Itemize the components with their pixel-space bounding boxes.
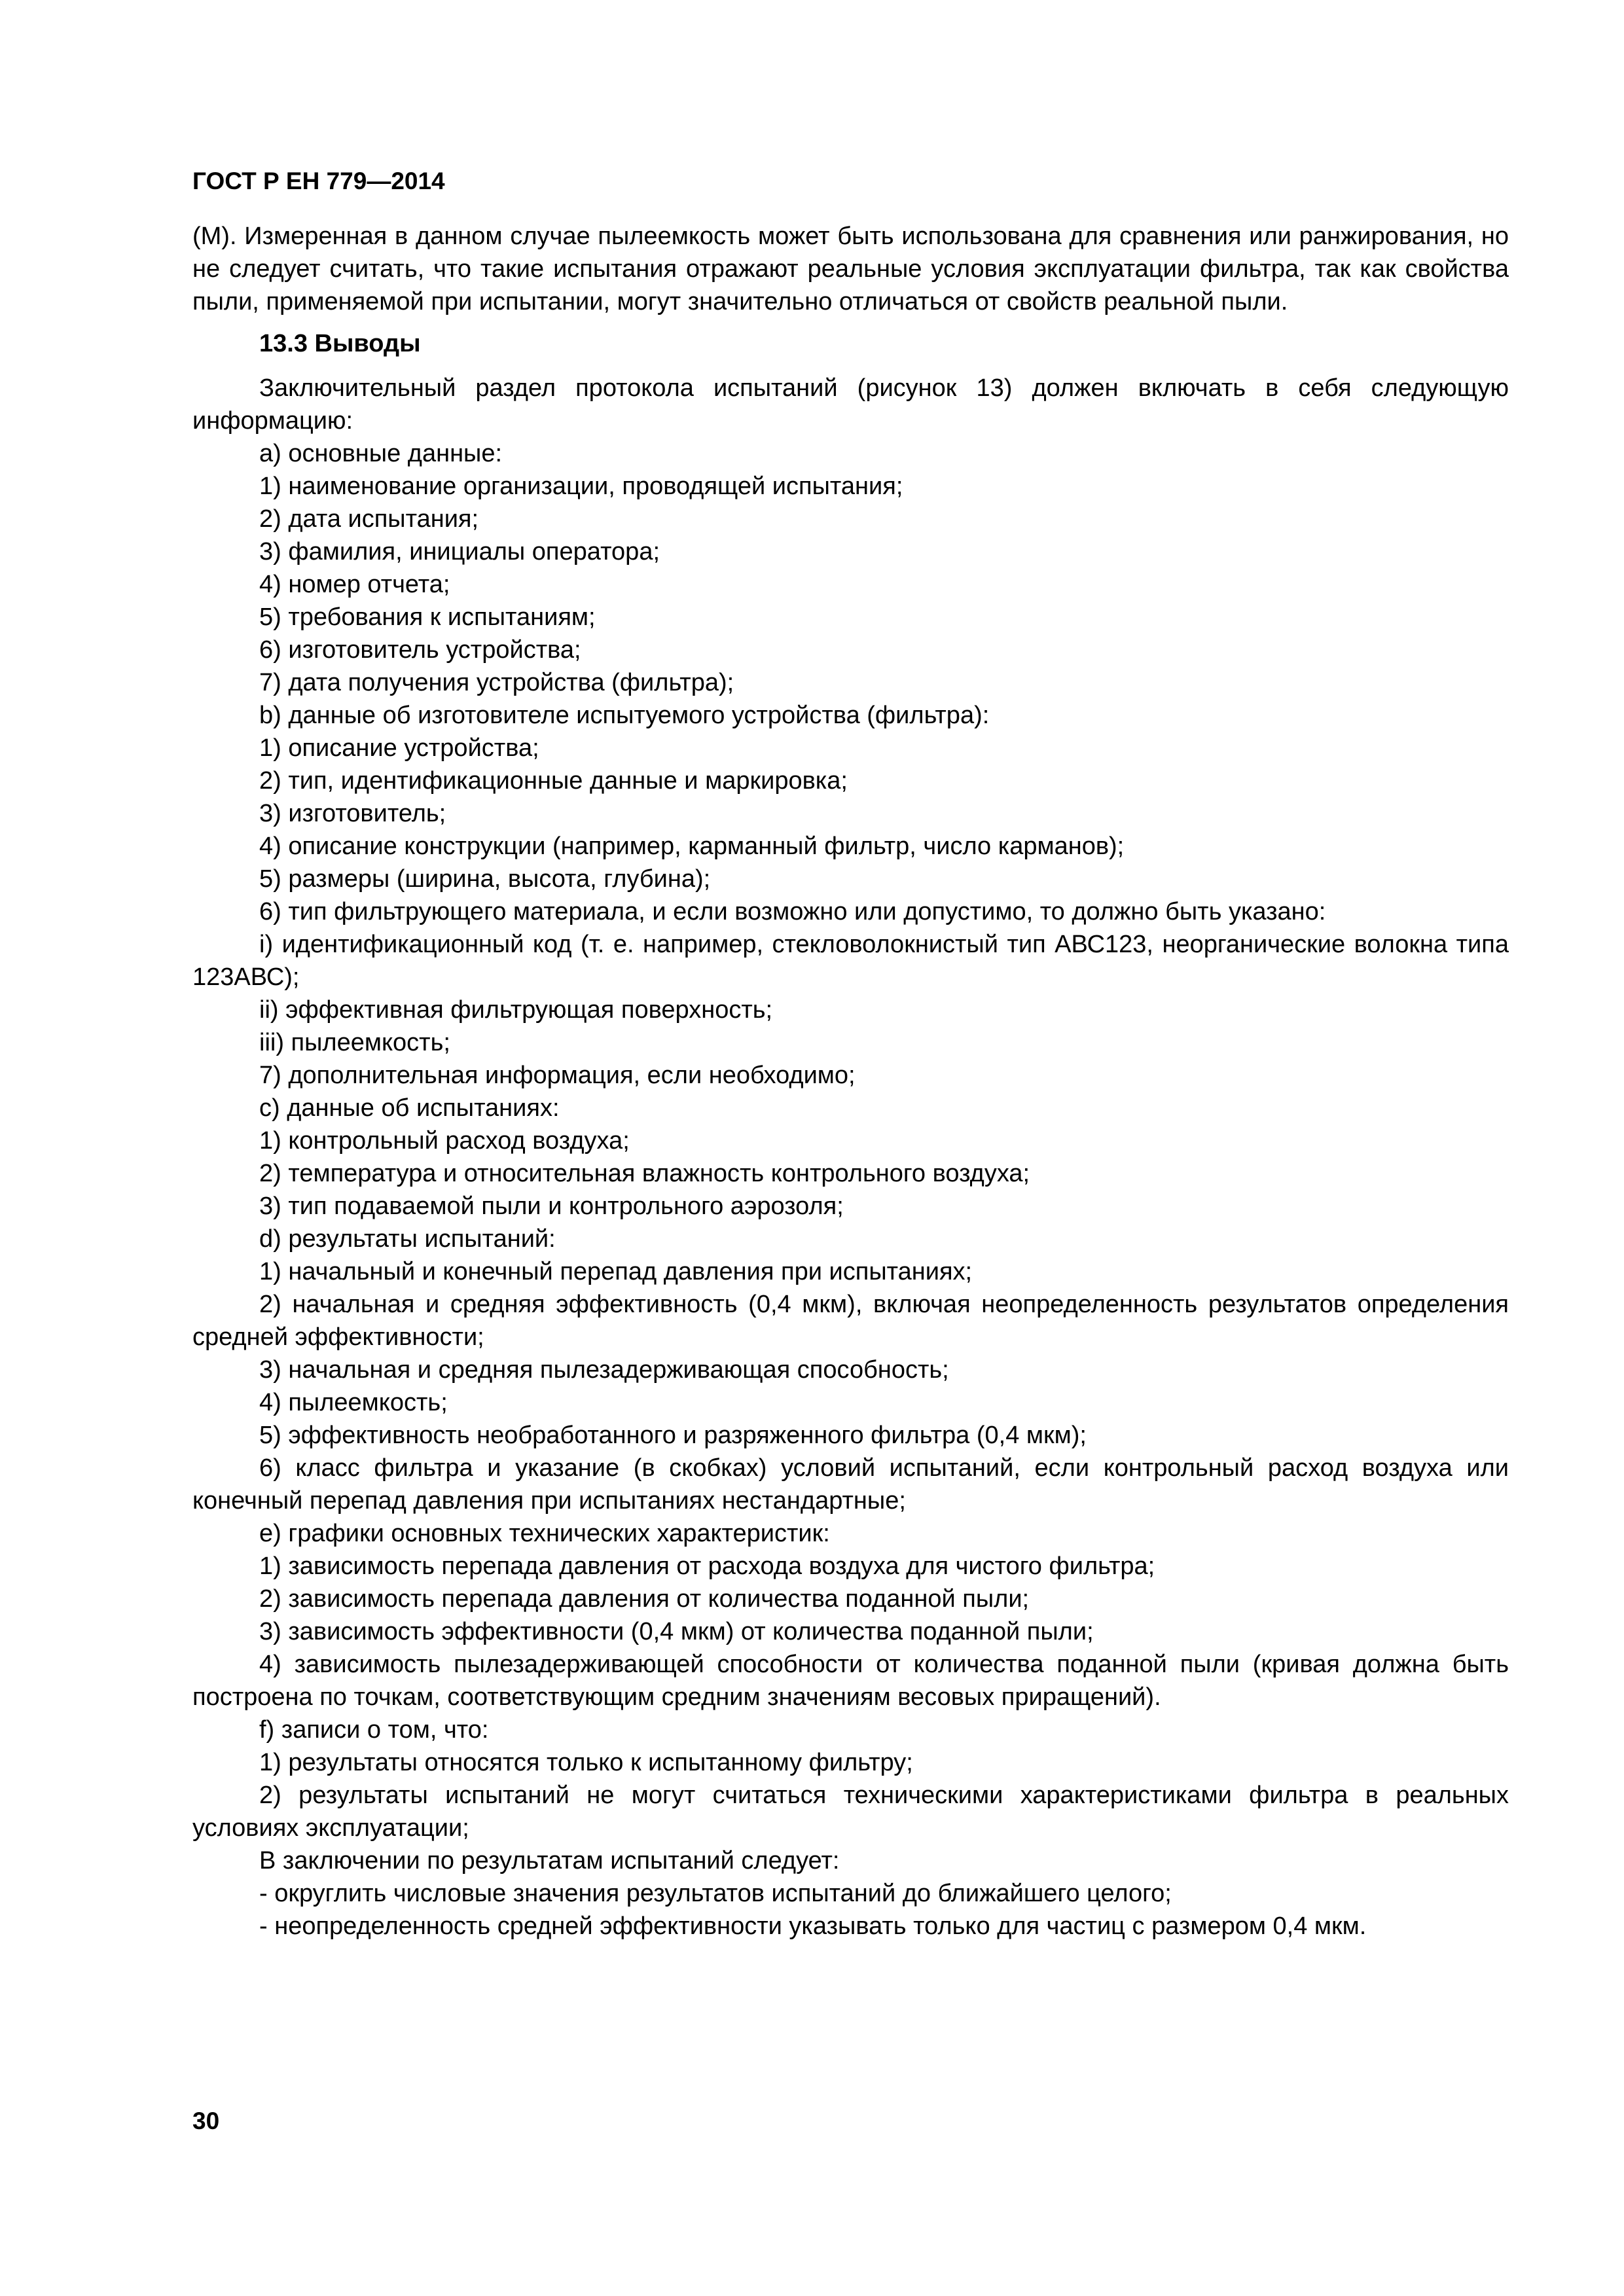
- list-item: а) основные данные:: [259, 440, 503, 467]
- list-item: i) идентификационный код (т. е. например, стекловолокнистый тип АВС123, неорганические волокна типа 123АВС);: [192, 931, 1509, 991]
- list-item: 4) зависимость пылезадерживающей способности от количества поданной пыли (кривая должна быть построена по точкам, соответствующим средним значениям весовых приращений).: [192, 1651, 1509, 1711]
- list-item: 2) тип, идентификационные данные и маркировка;: [259, 767, 848, 795]
- list-item: 3) фамилия, инициалы оператора;: [259, 538, 660, 565]
- list-item: - неопределенность средней эффективности указывать только для частиц с размером 0,4 мкм.: [259, 1912, 1367, 1940]
- list-item: 3) тип подаваемой пыли и контрольного аэрозоля;: [259, 1193, 844, 1220]
- conclusion-items-list: [192, 437, 1509, 1943]
- page-number: 30: [192, 2108, 220, 2134]
- list-item: 5) размеры (ширина, высота, глубина);: [259, 865, 711, 893]
- list-item: 1) зависимость перепада давления от расхода воздуха для чистого фильтра;: [259, 1552, 1155, 1580]
- list-item: 1) описание устройства;: [259, 734, 539, 762]
- list-item: 3) начальная и средняя пылезадерживающая способность;: [259, 1356, 949, 1384]
- list-item: 5) требования к испытаниям;: [259, 603, 596, 631]
- list-item: 1) контрольный расход воздуха;: [259, 1127, 630, 1155]
- list-item: 2) начальная и средняя эффективность (0,4 мкм), включая неопределенность результатов определения средней эффективности;: [192, 1291, 1509, 1351]
- list-item: iii) пылеемкость;: [259, 1029, 450, 1056]
- list-item: 4) пылеемкость;: [259, 1389, 448, 1416]
- list-item: 1) наименование организации, проводящей испытания;: [259, 473, 903, 500]
- list-item: 4) описание конструкции (например, карманный фильтр, число карманов);: [259, 833, 1125, 860]
- page-body: [192, 220, 1509, 1943]
- list-item: 5) эффективность необработанного и разряженного фильтра (0,4 мкм);: [259, 1422, 1087, 1449]
- list-item: e) графики основных технических характеристик:: [259, 1520, 830, 1547]
- list-item: ii) эффективная фильтрующая поверхность;: [259, 996, 773, 1024]
- list-item: 1) начальный и конечный перепад давления при испытаниях;: [259, 1258, 973, 1285]
- list-item: 7) дата получения устройства (фильтра);: [259, 669, 734, 696]
- list-item: 2) зависимость перепада давления от количества поданной пыли;: [259, 1585, 1030, 1613]
- list-item: c) данные об испытаниях:: [259, 1094, 560, 1122]
- section-intro-paragraph: Заключительный раздел протокола испытаний (рисунок 13) должен включать в себя следующую информацию:: [192, 374, 1509, 435]
- list-item: 2) результаты испытаний не могут считаться техническими характеристиками фильтра в реальных условиях эксплуатации;: [192, 1782, 1509, 1842]
- list-item: f) записи о том, что:: [259, 1716, 489, 1744]
- list-item: - округлить числовые значения результатов испытаний до ближайшего целого;: [259, 1880, 1172, 1907]
- list-item: 2) температура и относительная влажность контрольного воздуха;: [259, 1160, 1030, 1187]
- list-item: 6) класс фильтра и указание (в скобках) условий испытаний, если контрольный расход воздуха или конечный перепад давления при испытаниях нестандартные;: [192, 1454, 1509, 1515]
- list-item: 7) дополнительная информация, если необходимо;: [259, 1062, 856, 1089]
- section-title: 13.3 Выводы: [259, 330, 421, 357]
- list-item: 1) результаты относятся только к испытанному фильтру;: [259, 1749, 913, 1776]
- list-item: 6) тип фильтрующего материала, и если возможно или допустимо, то должно быть указано:: [259, 898, 1326, 925]
- list-item: d) результаты испытаний:: [259, 1225, 556, 1253]
- list-item: 4) номер отчета;: [259, 571, 450, 598]
- list-item: 3) зависимость эффективности (0,4 мкм) от количества поданной пыли;: [259, 1618, 1094, 1645]
- list-item: 2) дата испытания;: [259, 505, 479, 533]
- continuation-paragraph: (М). Измеренная в данном случае пылеемкость может быть использована для сравнения или ранжирования, но не следует считать, что такие испытания отражают реальные условия эксплуатации фильтра, так как свойства пыли, применяемой при испытании, могут значительно отличаться от свойств реальной пыли.: [192, 223, 1509, 315]
- list-item: 3) изготовитель;: [259, 800, 446, 827]
- document-code-header: ГОСТ Р ЕН 779—2014: [192, 168, 445, 194]
- list-item: 6) изготовитель устройства;: [259, 636, 581, 664]
- list-item: В заключении по результатам испытаний следует:: [259, 1847, 840, 1874]
- list-item: b) данные об изготовителе испытуемого устройства (фильтра):: [259, 702, 990, 729]
